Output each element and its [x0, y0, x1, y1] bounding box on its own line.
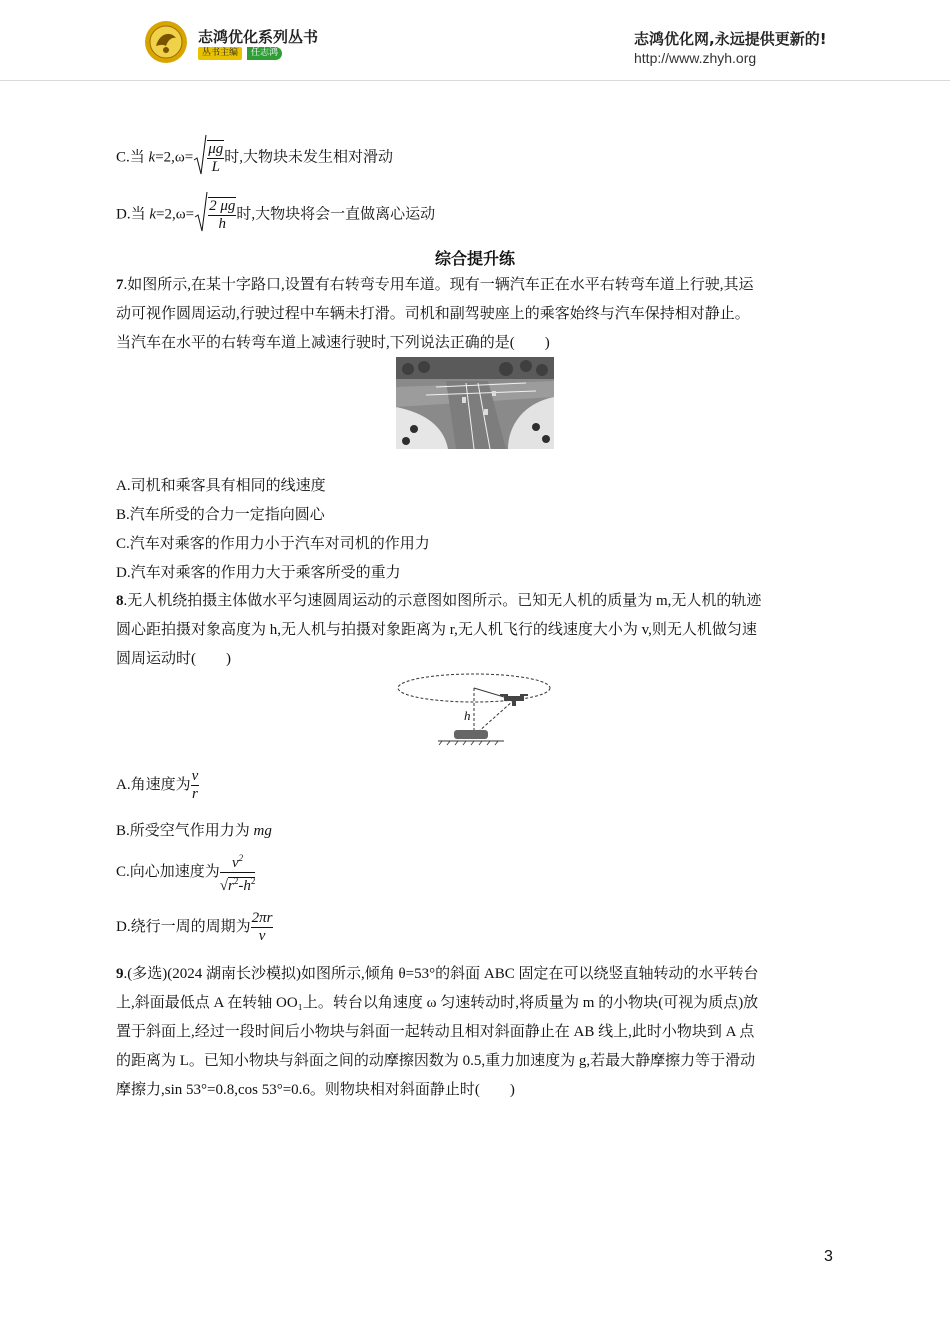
q7-option-a: A.司机和乘客具有相同的线速度 — [116, 478, 326, 494]
q9-line-1: 9.(多选)(2024 湖南长沙模拟)如图所示,倾角 θ=53°的斜面 ABC 固定在可以绕竖直轴转动的水平转台 — [116, 966, 759, 982]
section-title: 综合提升练 — [434, 249, 515, 268]
q8-option-d: D.绕行一周的周期为 $\frac{2\pi r}{v}$ — [116, 910, 273, 944]
sqrt-sign — [194, 191, 208, 239]
q7-line-3: 当汽车在水平的右转弯车道上减速行驶时,下列说法正确的是( ) — [116, 335, 550, 351]
editor-label: 丛书主编 — [198, 47, 242, 60]
q8-option-b: B.所受空气作用力为 mg — [116, 823, 272, 839]
q9-line-5: 摩擦力,sin 53°=0.8,cos 53°=0.6。则物块相对斜面静止时( ) — [116, 1082, 515, 1098]
logo-emblem — [144, 20, 188, 64]
q7-line-1: 7.如图所示,在某十字路口,设置有右转弯专用车道。现有一辆汽车正在水平右转弯车道上行驶,其运 — [116, 277, 754, 293]
q9-line-4: 的距离为 L。已知小物块与斜面之间的动摩擦因数为 0.5,重力加速度为 g,若最大静摩擦力等于滑动 — [116, 1053, 756, 1069]
q8-line-2: 圆心距拍摄对象高度为 h,无人机与拍摄对象距离为 r,无人机飞行的线速度大小为 v,则无人机做匀速 — [116, 622, 757, 638]
header-url[interactable]: http://www.zhyh.org — [634, 50, 757, 66]
page-number: 3 — [824, 1248, 833, 1265]
q8-option-c: C.向心加速度为 $\frac{v^2}{√r^2-h^2}$ — [116, 850, 255, 895]
q9-line-2: 上,斜面最低点 A 在转轴 OO₁上。转台以角速度 ω 匀速转动时,将质量为 m 的小物块(可视为质点)放 — [116, 995, 759, 1011]
intersection-photo — [396, 357, 554, 449]
q9-line-3: 置于斜面上,经过一段时间后小物块与斜面一起转动且相对斜面静止在 AB 线上,此时小物块到 A 点 — [116, 1024, 755, 1040]
q8-option-a: A.角速度为 $\frac{v}{r}$ — [116, 768, 199, 802]
header-divider — [0, 80, 950, 81]
q7-option-c: C.汽车对乘客的作用力小于汽车对司机的作用力 — [116, 536, 430, 552]
editor-name: 任志鸿 — [247, 47, 282, 60]
brand-title: 志鸿优化系列丛书 — [198, 28, 319, 46]
q8-line-1: 8.无人机绕拍摄主体做水平匀速圆周运动的示意图如图所示。已知无人机的质量为 m,无人机的轨迹 — [116, 593, 762, 609]
figure-label-h: h — [464, 708, 471, 723]
q7-line-2: 动可视作圆周运动,行驶过程中车辆未打滑。司机和副驾驶座上的乘客始终与汽车保持相对静止。 — [116, 306, 750, 322]
header-slogan: 志鸿优化网,永远提供更新的! — [634, 30, 827, 48]
q8-line-3: 圆周运动时( ) — [116, 651, 231, 667]
drone-diagram — [396, 670, 554, 746]
q7-option-b: B.汽车所受的合力一定指向圆心 — [116, 507, 325, 523]
q6-option-c: C.当 k=2,ω= $\frac{\mu g}{L}$ 时,大物块未发生相对滑动 — [116, 134, 393, 182]
q6-option-d: D.当 k=2,ω= $\frac{2 \mu g}{h}$ 时,大物块将会一直做离心运动 — [116, 191, 435, 239]
sqrt-sign — [193, 134, 207, 182]
q7-option-d: D.汽车对乘客的作用力大于乘客所受的重力 — [116, 565, 401, 581]
